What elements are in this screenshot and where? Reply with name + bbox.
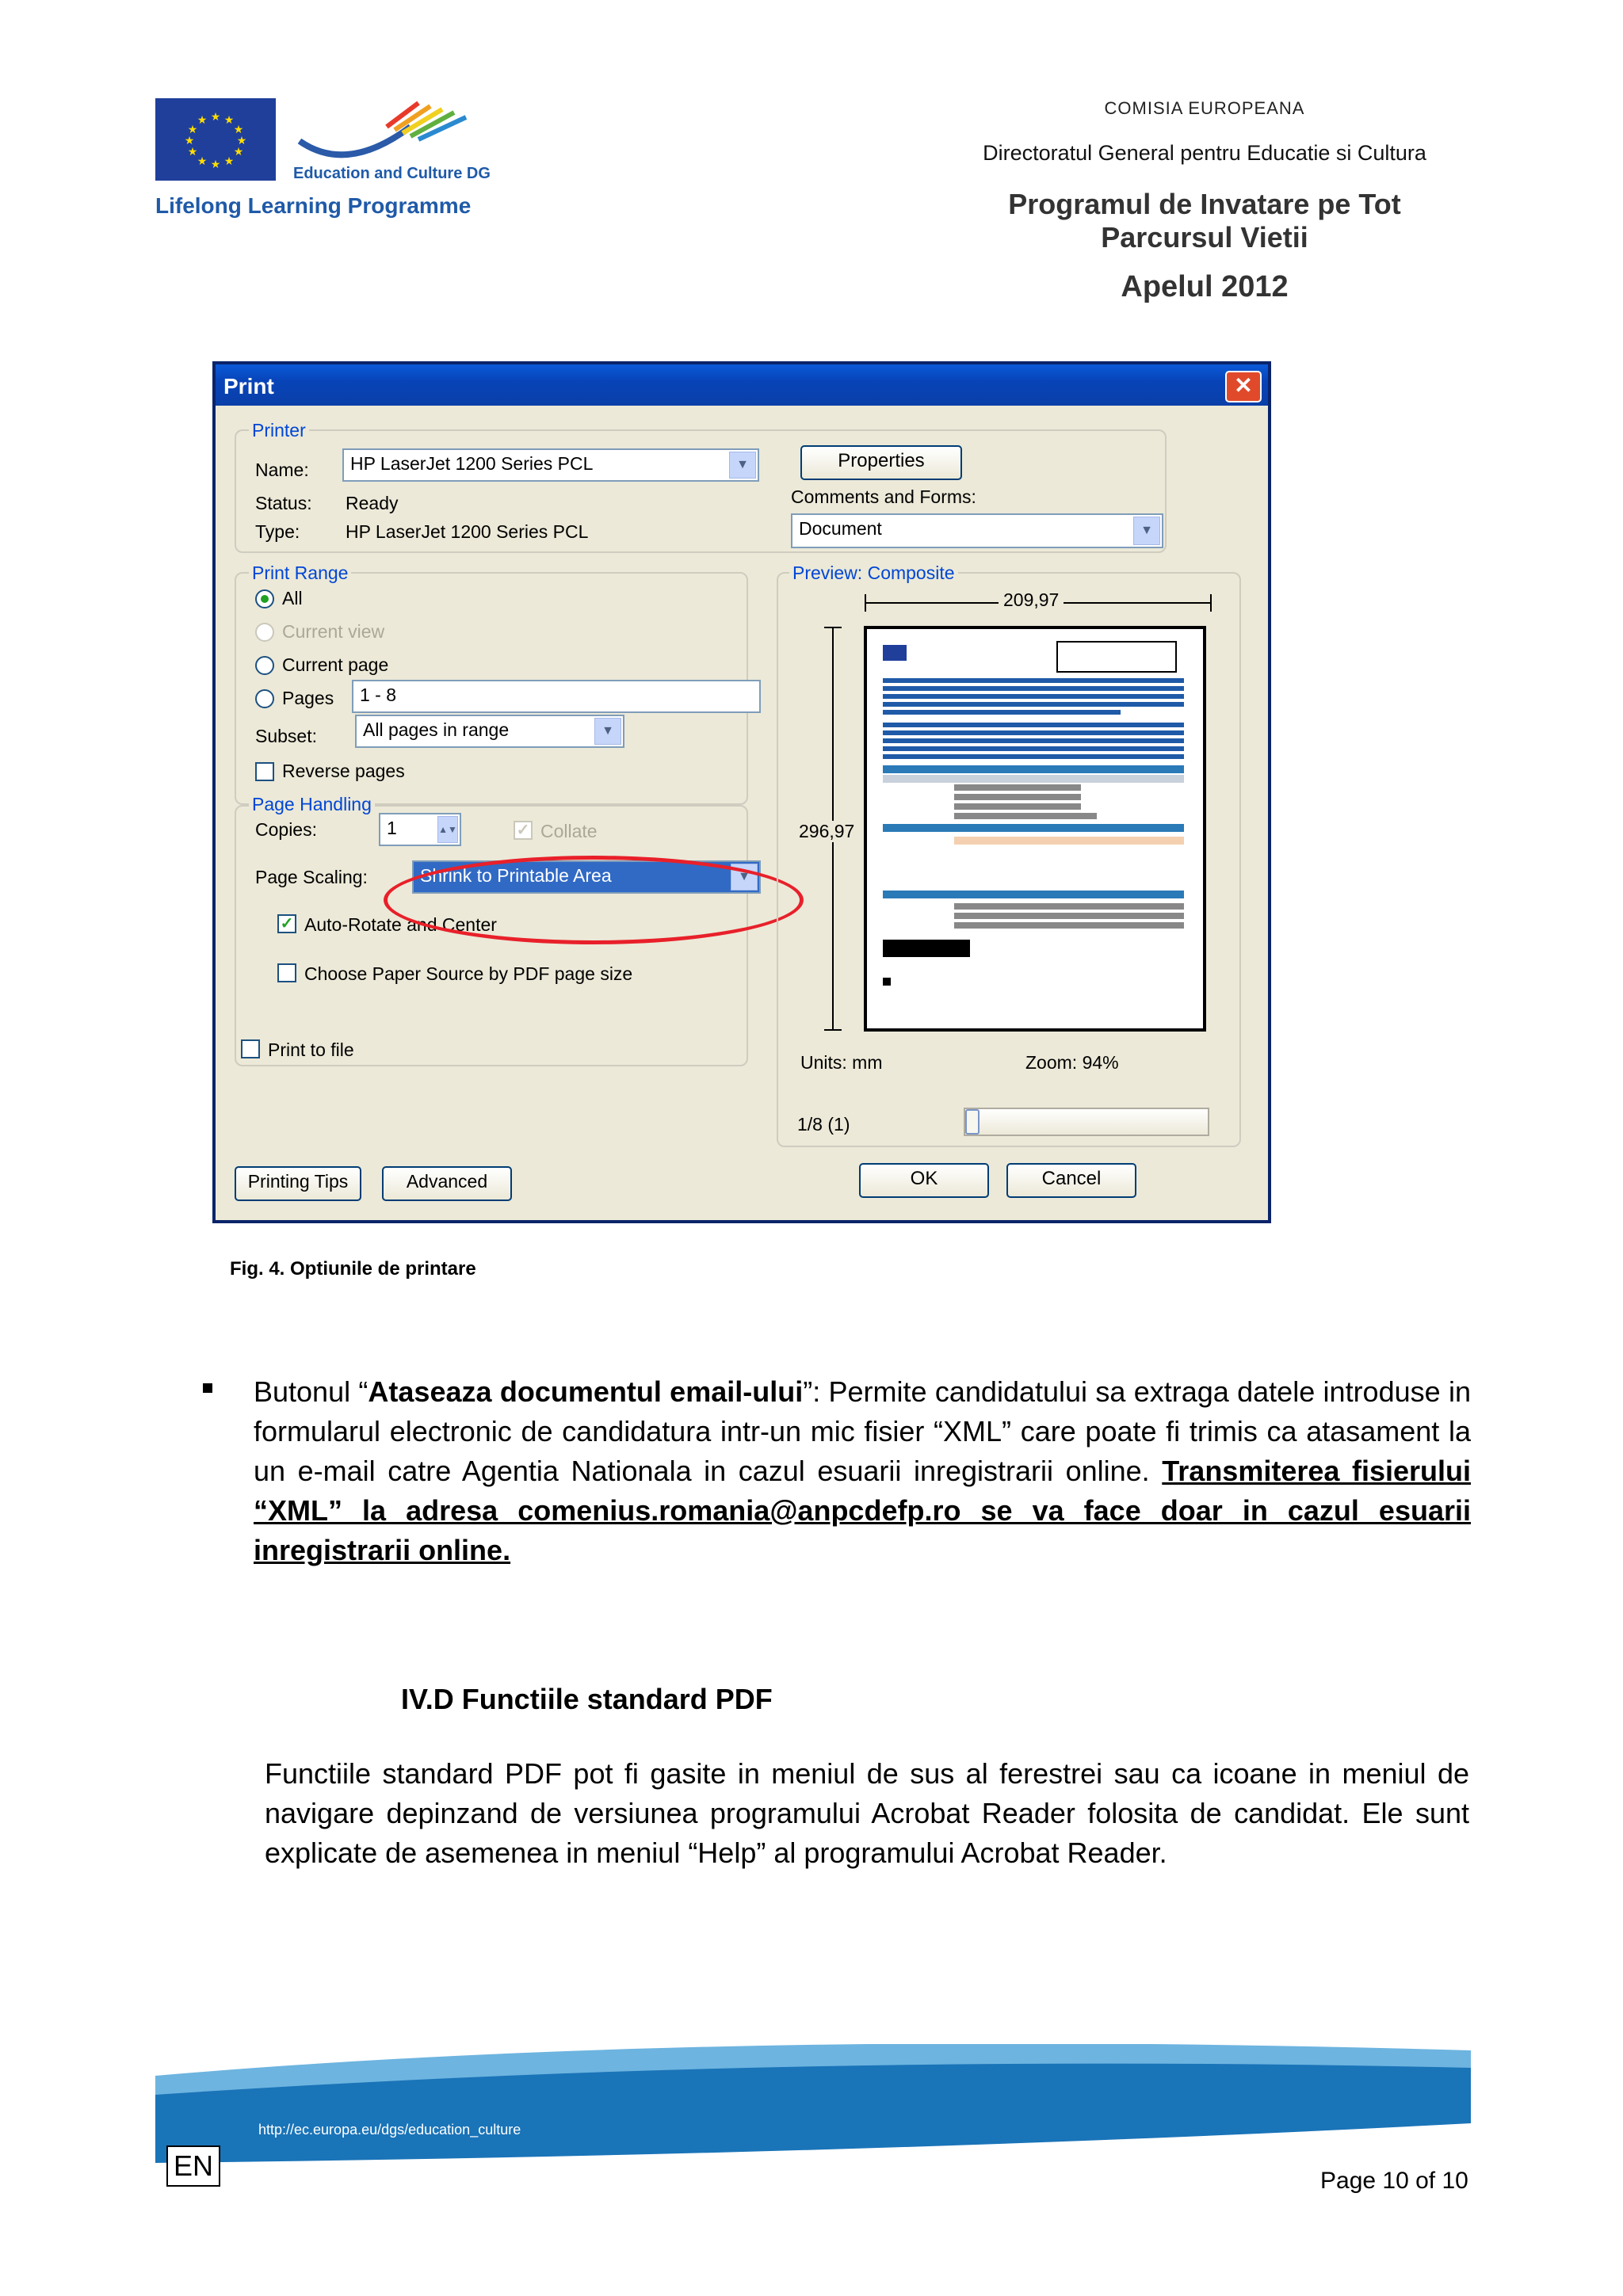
page-counter: 1/8 (1) — [797, 1114, 850, 1135]
directorate-name: Directoratul General pentru Educatie si Cultura — [983, 141, 1426, 165]
advanced-button[interactable]: Advanced — [382, 1166, 512, 1201]
printer-group-label: Printer — [249, 420, 309, 441]
svg-text:★: ★ — [197, 155, 208, 168]
cancel-button[interactable]: Cancel — [1006, 1163, 1136, 1198]
status-label: Status: — [255, 493, 312, 513]
subset-select[interactable] — [355, 715, 624, 748]
comments-forms-value: Document — [799, 518, 882, 539]
comments-forms-select[interactable] — [791, 513, 1163, 548]
type-label: Type: — [255, 521, 300, 542]
printer-name-select[interactable] — [342, 448, 759, 482]
spinner-arrows-icon[interactable]: ▲▼ — [437, 816, 458, 843]
program-title-line1: Programul de Invatare pe Tot — [1008, 188, 1401, 220]
chevron-down-icon[interactable]: ▼ — [1133, 517, 1160, 545]
print-range-label: Print Range — [249, 563, 351, 584]
svg-text:★: ★ — [236, 135, 247, 147]
close-button[interactable]: ✕ — [1225, 371, 1262, 402]
svg-text:★: ★ — [210, 111, 221, 124]
bullet-body: ”: Permite candidatului sa extraga datele introduse in formularul electronic de candidatura intr-un mic fisier “XML” care poate fi trimis ca atasament la un e-mail catre Agentia Nationala in cazul esuarii inregistrarii online. — [254, 1375, 1471, 1487]
document-header — [919, 98, 1490, 304]
ok-button[interactable]: OK — [859, 1163, 989, 1198]
chevron-down-icon[interactable]: ▼ — [731, 864, 758, 891]
svg-text:★: ★ — [223, 155, 235, 168]
zoom-label: Zoom: 94% — [1025, 1052, 1119, 1073]
collate-label: Collate — [540, 821, 598, 841]
auto-rotate-label: Auto-Rotate and Center — [304, 914, 497, 935]
copies-value: 1 — [387, 818, 397, 838]
choose-paper-source-label: Choose Paper Source by PDF page size — [304, 963, 633, 984]
footer-wave-banner — [155, 2044, 1471, 2163]
svg-text:★: ★ — [197, 114, 208, 127]
subset-label: Subset: — [255, 726, 317, 746]
range-all-label: All — [282, 588, 303, 608]
choose-paper-source-checkbox[interactable] — [277, 963, 296, 982]
range-all-radio[interactable] — [255, 589, 274, 608]
page-scaling-label: Page Scaling: — [255, 867, 368, 887]
page-slider-thumb[interactable] — [965, 1109, 980, 1135]
copies-spinner[interactable] — [379, 813, 461, 846]
commission-name: COMISIA EUROPEANA — [1104, 98, 1305, 118]
bullet-lead: Butonul “ — [254, 1375, 369, 1408]
language-badge: EN — [166, 2145, 220, 2187]
section-paragraph: Functiile standard PDF pot fi gasite in meniul de sus al ferestrei sau ca icoane in meniul de navigare depinzand de versiunea programului Acrobat Reader folosita de candidat. Ele sunt explicate de asemenea in meniul “Help” al programului Acrobat Reader. — [265, 1757, 1469, 1869]
print-dialog — [212, 361, 1271, 1223]
width-dimension: 209,97 — [999, 589, 1064, 611]
bullet-icon — [203, 1383, 212, 1393]
print-to-file-checkbox[interactable] — [241, 1039, 260, 1058]
bullet-underlined-note: Transmiterea fisierului “XML” la adresa comenius.romania@anpcdefp.ro se va face doar in cazul esuarii inregistrarii online. — [254, 1455, 1472, 1566]
range-current-view-label: Current view — [282, 621, 385, 642]
name-label: Name: — [255, 460, 309, 480]
figure-caption: Fig. 4. Optiunile de printare — [230, 1258, 476, 1280]
section-heading: IV.D Functiile standard PDF — [401, 1683, 773, 1715]
chevron-down-icon[interactable]: ▼ — [594, 718, 621, 745]
dialog-title: Print — [223, 374, 274, 399]
chevron-down-icon[interactable]: ▼ — [729, 452, 756, 479]
reverse-pages-checkbox[interactable] — [255, 762, 274, 781]
highlight-ellipse — [384, 856, 804, 944]
footer-url[interactable]: http://ec.europa.eu/dgs/education_culture — [258, 2122, 521, 2138]
copies-label: Copies: — [255, 819, 317, 840]
svg-text:★: ★ — [187, 146, 198, 158]
comments-forms-label: Comments and Forms: — [791, 486, 976, 507]
preview-label: Preview: Composite — [789, 563, 958, 584]
range-current-page-label: Current page — [282, 654, 389, 675]
svg-text:★: ★ — [210, 158, 221, 171]
collate-checkbox[interactable]: ✓ — [514, 821, 533, 840]
range-pages-label: Pages — [282, 688, 334, 708]
page-number: Page 10 of 10 — [1320, 2168, 1468, 2194]
type-value: HP LaserJet 1200 Series PCL — [346, 521, 589, 542]
call-year: Apelul 2012 — [1121, 270, 1289, 303]
page-scaling-value: Shrink to Printable Area — [420, 865, 612, 886]
dg-logo-text: Education and Culture DG — [293, 165, 491, 182]
svg-text:★: ★ — [184, 135, 195, 147]
preview-page-thumbnail — [864, 626, 1206, 1032]
range-current-page-radio[interactable] — [255, 656, 274, 675]
education-culture-logo — [292, 95, 506, 184]
page-handling-label: Page Handling — [249, 794, 375, 815]
range-current-view-radio[interactable] — [255, 623, 274, 642]
reverse-pages-label: Reverse pages — [282, 761, 405, 781]
printing-tips-button[interactable]: Printing Tips — [235, 1166, 361, 1201]
printer-name-value: HP LaserJet 1200 Series PCL — [350, 453, 594, 474]
pages-input[interactable]: 1 - 8 — [352, 680, 761, 713]
properties-button[interactable]: Properties — [800, 445, 962, 480]
llp-logo-text: Lifelong Learning Programme — [155, 193, 472, 218]
bullet-bold-phrase: Ataseaza documentul email-ului — [368, 1375, 804, 1408]
auto-rotate-checkbox[interactable]: ✓ — [277, 914, 296, 933]
bullet-paragraph — [254, 1372, 1471, 1570]
status-value: Ready — [346, 493, 399, 513]
units-label: Units: mm — [800, 1052, 883, 1073]
svg-text:★: ★ — [223, 114, 235, 127]
print-to-file-label: Print to file — [268, 1039, 354, 1060]
page-slider-track[interactable] — [964, 1108, 1209, 1136]
range-pages-radio[interactable] — [255, 689, 274, 708]
svg-text:★: ★ — [233, 146, 244, 158]
svg-text:★: ★ — [233, 124, 244, 136]
subset-value: All pages in range — [363, 719, 510, 740]
height-dimension: 296,97 — [799, 821, 855, 841]
dialog-title-bar — [216, 364, 1268, 406]
program-title-line2: Parcursul Vietii — [1101, 221, 1308, 254]
eu-flag-logo — [155, 98, 276, 181]
svg-text:★: ★ — [187, 124, 198, 136]
